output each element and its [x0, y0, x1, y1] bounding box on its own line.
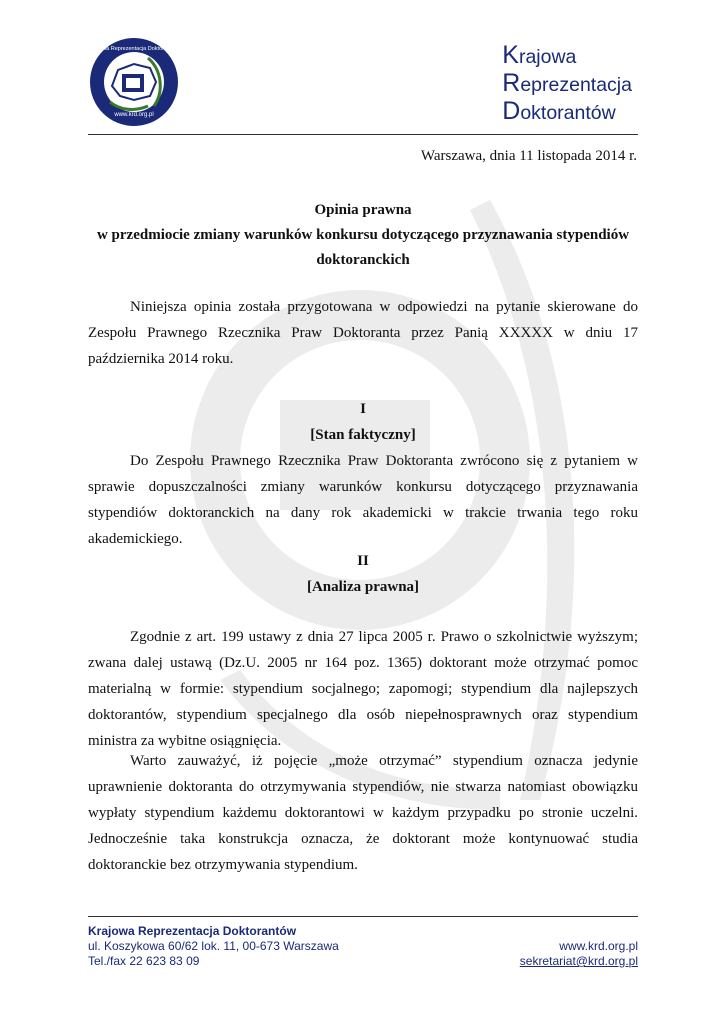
footer-divider [88, 916, 638, 917]
footer-website-link[interactable]: www.krd.org.pl [559, 939, 638, 953]
footer-address: ul. Koszykowa 60/62 lok. 11, 00-673 Warszawa [88, 939, 339, 953]
document-title [88, 198, 638, 273]
section2-paragraph1 [88, 624, 638, 754]
section2-title: [Analiza prawna] [306, 579, 420, 595]
logo-name: Krajowa Reprezentacja Doktorantów [89, 46, 179, 52]
section2-paragraph2 [88, 748, 638, 878]
krd-logo [88, 36, 180, 128]
org-name-line3: Doktorantów [502, 97, 616, 125]
title-line3: doktoranckich [316, 252, 410, 268]
org-name-line2: Reprezentacja [502, 69, 632, 97]
section2-heading [88, 548, 638, 600]
section1-heading [88, 396, 638, 448]
section2-text1: Zgodnie z art. 199 ustawy z dnia 27 lipca 2005 r. Prawo o szkolnictwie wyższym; zwana dalej ustawą (Dz.U. 2005 nr 164 poz. 1365) doktorant może otrzymać pomoc materialną w formie: stypendium socjalnego; zapomogi; stypendium dla najlepszych doktorantów, stypendium specjalnego dla osób niepełnosprawnych oraz stypendium ministra za wybitne osiągnięcia. [88, 629, 638, 749]
intro-text: Niniejsza opinia została przygotowana w odpowiedzi na pytanie skierowane do Zespołu Prawnego Rzecznika Praw Doktoranta przez Panią XXXXX w dniu 17 października 2014 roku. [88, 299, 638, 367]
section1-text: Do Zespołu Prawnego Rzecznika Praw Doktoranta zwrócono się z pytaniem w sprawie dopuszczalności zmiany warunków konkursu dotyczącego przyznawania stypendiów doktoranckich na dany rok akademicki w trakcie trwania tego roku akademickiego. [88, 453, 638, 547]
org-name [502, 42, 632, 126]
footer-phone: Tel./fax 22 623 83 09 [88, 954, 200, 968]
title-line1: Opinia prawna [314, 202, 412, 218]
logo-url: www.krd.org.pl [114, 112, 154, 118]
org-name-line1: Krajowa [502, 41, 577, 69]
intro-paragraph [88, 294, 638, 372]
section1-paragraph [88, 448, 638, 552]
footer-email-link[interactable]: sekretariat@krd.org.pl [519, 954, 638, 968]
letterhead [88, 36, 638, 134]
header-divider [88, 134, 638, 135]
section1-title: [Stan faktyczny] [310, 427, 416, 443]
section2-number: II [357, 553, 369, 569]
document-date: Warszawa, dnia 11 listopada 2014 r. [420, 148, 637, 164]
title-line2: w przedmiocie zmiany warunków konkursu dotyczącego przyznawania stypendiów [96, 227, 630, 243]
section1-number: I [360, 401, 366, 417]
section2-text2: Warto zauważyć, iż pojęcie „może otrzymać” stypendium oznacza jedynie uprawnienie doktoranta do otrzymywania stypendiów, nie stwarza natomiast obowiązku wypłaty stypendium każdemu doktorantowi w każdym przypadku po stronie uczelni. Jednocześnie taka konstrukcja oznacza, że doktorant może kontynuować studia doktoranckie bez otrzymywania stypendium. [88, 753, 638, 873]
footer-org: Krajowa Reprezentacja Doktorantów [88, 924, 297, 938]
